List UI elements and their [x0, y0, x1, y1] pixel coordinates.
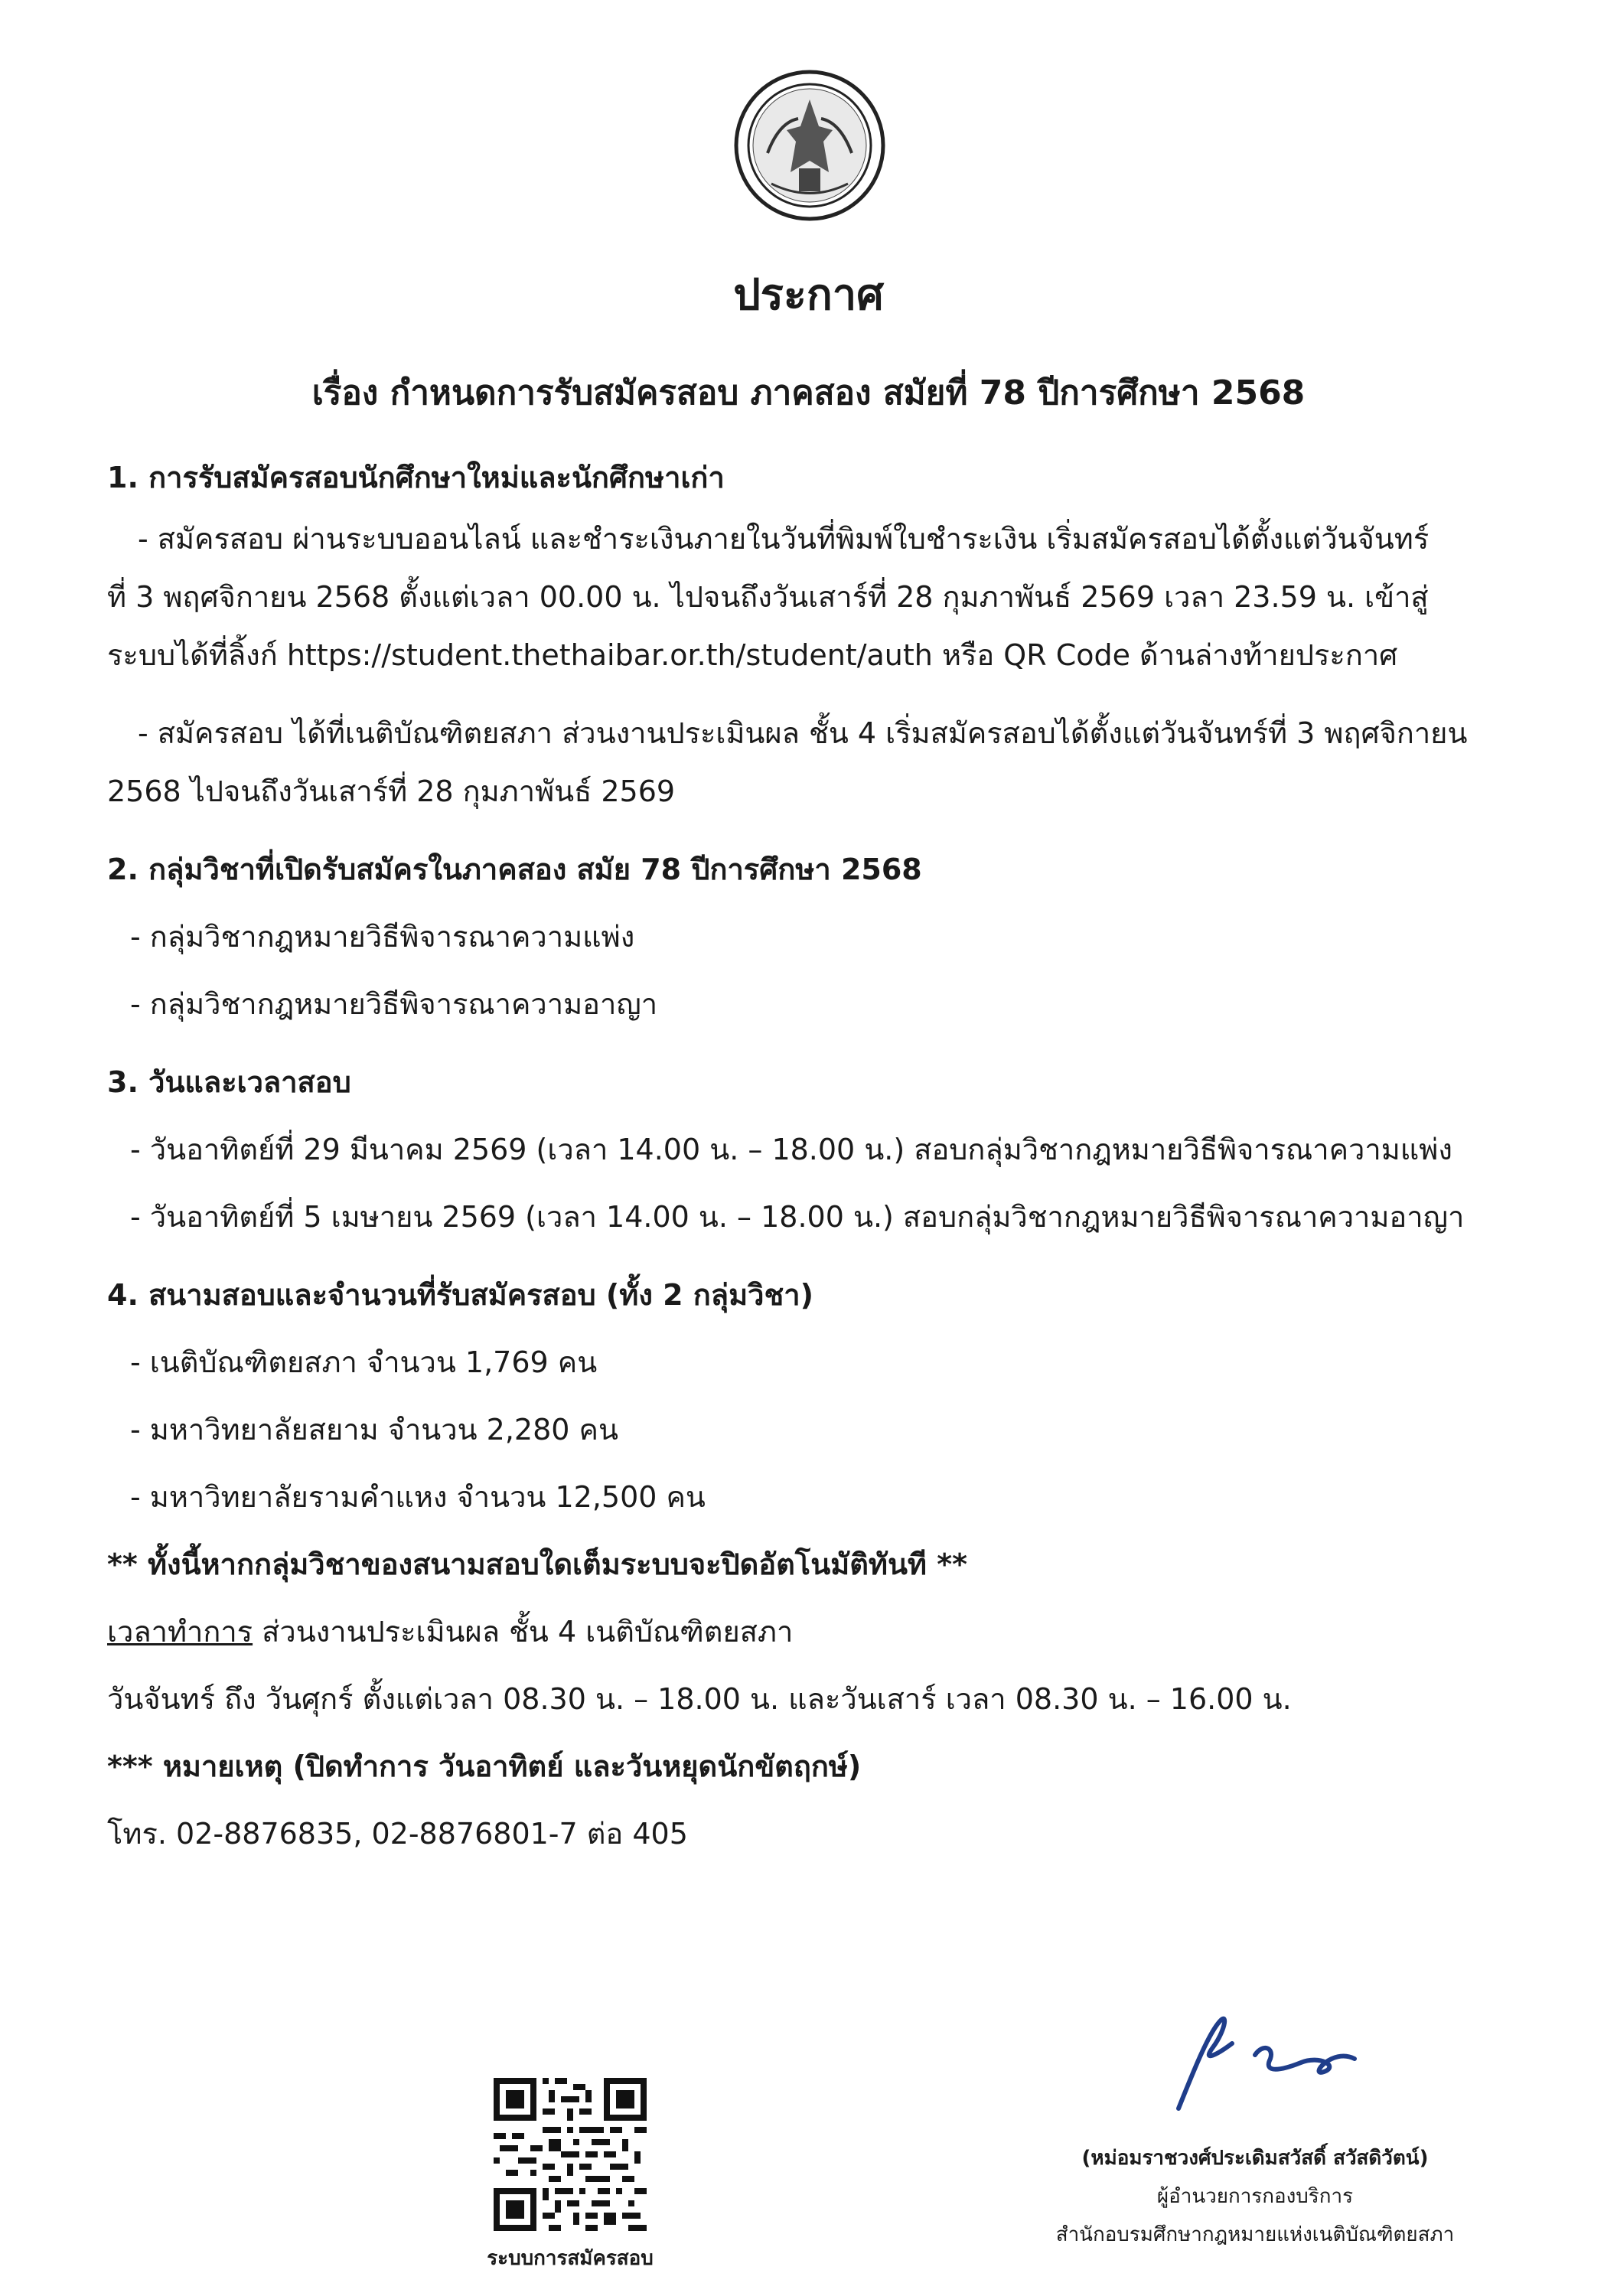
section1-heading: 1. การรับสมัครสอบนักศึกษาใหม่และนักศึกษาเก่า — [107, 461, 725, 494]
announcement-subject: เรื่อง กำหนดการรับสมัครสอบ ภาคสอง สมัยที่ 78 ปีการศึกษา 2568 — [311, 373, 1306, 413]
onsite-application-line-2: 2568 ไปจนถึงวันเสาร์ที่ 28 กุมภาพันธ์ 2569 — [107, 775, 676, 808]
online-application-line-2: ที่ 3 พฤศจิกายน 2568 ตั้งแต่เวลา 00.00 น. ไปจนถึงวันเสาร์ที่ 28 กุมภาพันธ์ 2569 เวลา 23.59 น. เข้าสู่ — [107, 580, 1429, 614]
exam-date-civil: - วันอาทิตย์ที่ 29 มีนาคม 2569 (เวลา 14.00 น. – 18.00 น.) สอบกลุ่มวิชากฎหมายวิธีพิจารณาความแพ่ง — [130, 1133, 1452, 1166]
subject-group-criminal: - กลุ่มวิชากฎหมายวิธีพิจารณาความอาญา — [130, 987, 658, 1021]
exam-date-criminal: - วันอาทิตย์ที่ 5 เมษายน 2569 (เวลา 14.00 น. – 18.00 น.) สอบกลุ่มวิชากฎหมายวิธีพิจารณาความอาญา — [130, 1200, 1465, 1234]
section4-heading: 4. สนามสอบและจำนวนที่รับสมัครสอบ (ทั้ง 2 กลุ่มวิชา) — [107, 1278, 813, 1312]
thai-bar-seal-icon — [733, 69, 886, 222]
signatory-name: (หม่อมราชวงศ์ประเดิมสวัสดิ์ สวัสดิวัตน์) — [1081, 2147, 1429, 2170]
qr-code-icon[interactable] — [494, 2078, 647, 2231]
qr-code-label: ระบบการสมัครสอบ — [487, 2247, 654, 2270]
capacity-notice: ** ทั้งนี้หากกลุ่มวิชาของสนามสอบใดเต็มระบบจะปิดอัตโนมัติทันที ** — [107, 1548, 967, 1581]
office-hours-location: ส่วนงานประเมินผล ชั้น 4 เนติบัณฑิตยสภา — [253, 1615, 794, 1649]
subject-group-civil: - กลุ่มวิชากฎหมายวิธีพิจารณาความแพ่ง — [130, 920, 635, 954]
office-hours-label: เวลาทำการ — [107, 1615, 253, 1649]
handwritten-signature — [1148, 2001, 1393, 2124]
contact-phone: โทร. 02-8876835, 02-8876801-7 ต่อ 405 — [107, 1817, 688, 1851]
signatory-block — [957, 2139, 1553, 2254]
signatory-organization: สำนักอบรมศึกษากฎหมายแห่งเนติบัณฑิตยสภา — [1055, 2223, 1455, 2246]
announcement-body — [107, 455, 1546, 1856]
closure-remark: *** หมายเหตุ (ปิดทำการ วันอาทิตย์ และวันหยุดนักขัตฤกษ์) — [107, 1750, 862, 1783]
office-hours-line — [107, 1609, 1546, 1654]
venue-siam-university: - มหาวิทยาลัยสยาม จำนวน 2,280 คน — [130, 1413, 618, 1446]
office-hours-schedule: วันจันทร์ ถึง วันศุกร์ ตั้งแต่เวลา 08.30 น. – 18.00 น. และวันเสาร์ เวลา 08.30 น. – 16.00 น. — [107, 1682, 1292, 1716]
online-application-line-1: - สมัครสอบ ผ่านระบบออนไลน์ และชำระเงินภายในวันที่พิมพ์ใบชำระเงิน เริ่มสมัครสอบได้ตั้งแต่วันจันทร์ — [138, 522, 1430, 556]
section3-heading: 3. วันและเวลาสอบ — [107, 1065, 351, 1099]
venue-ramkhamhaeng-university: - มหาวิทยาลัยรามคำแหง จำนวน 12,500 คน — [130, 1480, 706, 1514]
signatory-position: ผู้อำนวยการกองบริการ — [1156, 2185, 1354, 2208]
venue-thai-bar: - เนติบัณฑิตยสภา จำนวน 1,769 คน — [130, 1345, 598, 1379]
online-application-line-3: ระบบได้ที่ลิ้งก์ https://student.thethaibar.or.th/student/auth หรือ QR Code ด้านล่างท้ายประกาศ — [107, 638, 1398, 672]
section2-heading: 2. กลุ่มวิชาที่เปิดรับสมัครในภาคสอง สมัย 78 ปีการศึกษา 2568 — [107, 853, 922, 886]
page-title: ประกาศ — [733, 270, 884, 320]
onsite-application-line-1: - สมัครสอบ ได้ที่เนติบัณฑิตยสภา ส่วนงานประเมินผล ชั้น 4 เริ่มสมัครสอบได้ตั้งแต่วันจันทร์ที่ 3 พฤศจิกายน — [138, 716, 1468, 750]
